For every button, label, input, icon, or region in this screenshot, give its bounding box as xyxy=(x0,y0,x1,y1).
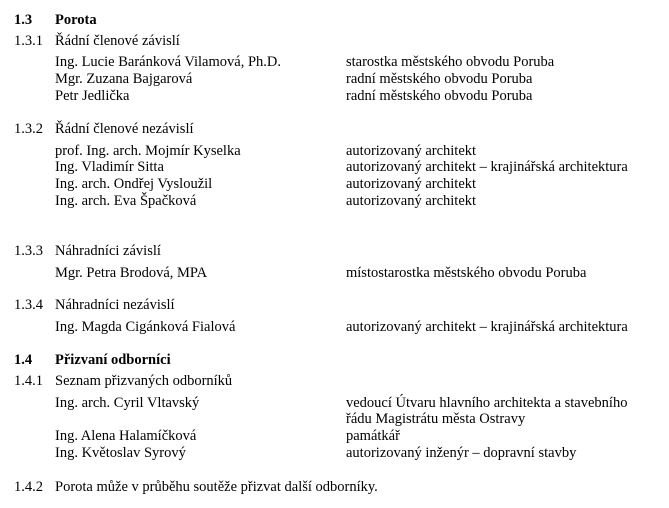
section-number: 1.4 xyxy=(14,352,33,368)
subsection-number: 1.3.1 xyxy=(14,33,43,49)
member-name: Ing. Lucie Baránková Vilamová, Ph.D. xyxy=(55,54,281,70)
member-role: radní městského obvodu Poruba xyxy=(346,88,533,104)
section-title: Porota xyxy=(55,12,97,28)
subsection-number: 1.4.1 xyxy=(14,373,43,389)
member-role: autorizovaný architekt xyxy=(346,193,477,209)
subsection-title: Řádní členové závislí xyxy=(55,33,180,49)
member-role: radní městského obvodu Poruba xyxy=(346,71,533,87)
subsection-title: Náhradníci nezávislí xyxy=(55,297,175,313)
member-role: starostka městského obvodu Poruba xyxy=(346,54,555,70)
member-role: autorizovaný architekt xyxy=(346,143,477,159)
subsection-title: Náhradníci závislí xyxy=(55,243,161,259)
subsection-title: Porota může v průběhu soutěže přizvat další odborníky. xyxy=(55,479,378,495)
member-name: Ing. arch. Cyril Vltavský xyxy=(55,395,200,411)
member-role: autorizovaný architekt – krajinářská architektura xyxy=(346,319,628,335)
member-name: Ing. Květoslav Syrový xyxy=(55,445,186,461)
subsection-number: 1.4.2 xyxy=(14,479,43,495)
member-role: autorizovaný architekt xyxy=(346,176,477,192)
member-name: Mgr. Petra Brodová, MPA xyxy=(55,265,208,281)
member-role: autorizovaný architekt – krajinářská architektura xyxy=(346,159,628,175)
member-role: místostarostka městského obvodu Poruba xyxy=(346,265,587,281)
subsection-number: 1.3.2 xyxy=(14,121,43,137)
member-role: vedoucí Útvaru hlavního architekta a stavebního xyxy=(346,395,628,411)
member-name: Mgr. Zuzana Bajgarová xyxy=(55,71,193,87)
subsection-title: Seznam přizvaných odborníků xyxy=(55,373,233,389)
subsection-number: 1.3.4 xyxy=(14,297,43,313)
member-name: Ing. Magda Cigánková Fialová xyxy=(55,319,236,335)
member-role: autorizovaný inženýr – dopravní stavby xyxy=(346,445,577,461)
section-number: 1.3 xyxy=(14,12,33,28)
member-name: prof. Ing. arch. Mojmír Kyselka xyxy=(55,143,241,159)
member-name: Ing. arch. Eva Špačková xyxy=(55,193,197,209)
member-name: Ing. Vladimír Sitta xyxy=(55,159,164,175)
member-name: Ing. arch. Ondřej Vysloužil xyxy=(55,176,213,192)
subsection-title: Řádní členové nezávislí xyxy=(55,121,194,137)
member-role: památkář xyxy=(346,428,400,444)
subsection-number: 1.3.3 xyxy=(14,243,43,259)
member-name: Petr Jedlička xyxy=(55,88,130,104)
member-role-continuation: řádu Magistrátu města Ostravy xyxy=(346,411,526,427)
member-name: Ing. Alena Halamíčková xyxy=(55,428,197,444)
section-title: Přizvaní odborníci xyxy=(55,352,171,368)
